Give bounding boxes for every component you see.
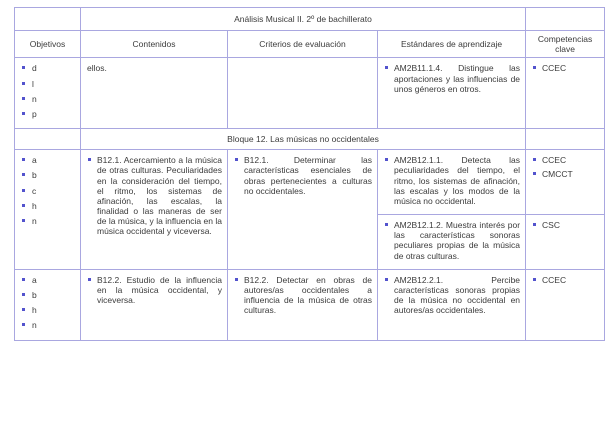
header-estandares: Estándares de aprendizaje <box>378 31 526 58</box>
cell-estandares-am2b12-1-1 <box>378 150 526 215</box>
header-contenidos: Contenidos <box>81 31 228 58</box>
bloque-row <box>15 129 605 150</box>
list-item: n <box>21 216 75 226</box>
list-item: CCEC <box>532 275 599 285</box>
list-item: AM2B12.1.1. Detecta las peculiaridades del tiempo, el ritmo, los sistemas de afinación, las escalas y los modos de la música no occidental. <box>384 155 520 206</box>
block-b121-row-1 <box>15 150 605 215</box>
cell-estandares-am2b12-1-2 <box>378 215 526 270</box>
list-item: b <box>21 170 75 180</box>
header-competencias: Competencias clave <box>526 31 605 58</box>
list-item: a <box>21 155 75 165</box>
cell-estandares-am2b11-1-4 <box>378 58 526 129</box>
block-b122-row <box>15 269 605 340</box>
list-item: AM2B12.1.2. Muestra interés por las características sonoras peculiares propias de la música de otras culturas. <box>384 220 520 261</box>
list-item: c <box>21 186 75 196</box>
list-item: CCEC <box>532 155 599 165</box>
list-item: AM2B11.1.4. Distingue las aportaciones y las influencias de unos géneros en otros. <box>384 63 520 94</box>
header-criterios: Criterios de evaluación <box>228 31 378 58</box>
list-item: l <box>21 79 75 89</box>
cell-contenidos-b121 <box>81 150 228 270</box>
cell-objetivos-b122 <box>15 269 81 340</box>
cell-competencias-am2b12-1-1 <box>526 150 605 215</box>
cell-estandares-am2b12-2-1 <box>378 269 526 340</box>
cell-criterios-b121 <box>228 150 378 270</box>
list-item: p <box>21 109 75 119</box>
cell-objetivos-b121 <box>15 150 81 270</box>
criterios-b121-text: B12.1. Determinar las características esenciales de obras pertenecientes a culturas no occidentales. <box>234 155 372 196</box>
list-item: d <box>21 63 75 73</box>
list-item: h <box>21 201 75 211</box>
bloque-row-empty-right <box>526 129 605 150</box>
cell-competencias-am2b12-1-2 <box>526 215 605 270</box>
cell-competencias-am2b12-2-1 <box>526 269 605 340</box>
criterios-b122-text: B12.2. Detectar en obras de autores/as occidentales a influencia de la música de otras culturas. <box>234 275 372 316</box>
list-item: n <box>21 94 75 104</box>
cell-competencias-am2b11-1-4 <box>526 58 605 129</box>
header-objetivos: Objetivos <box>15 31 81 58</box>
list-item: CMCCT <box>532 169 599 179</box>
bloque-title: Bloque 12. Las músicas no occidentales <box>81 129 526 150</box>
list-item: a <box>21 275 75 285</box>
contenidos-b121-text: B12.1. Acercamiento a la música de otras culturas. Peculiaridades en la consideración del tiempo, el ritmo, los sistemas de afinación, las escalas, la finalidad o las maneras de ser de la música, y la influencia en la música occidental y viceversa. <box>87 155 222 237</box>
list-item: AM2B12.2.1. Percibe características sonoras propias de la música no occidental en autores/as occidentales. <box>384 275 520 316</box>
cell-criterios-b122 <box>228 269 378 340</box>
table-title: Análisis Musical II. 2º de bachillerato <box>81 8 526 31</box>
bloque-row-empty-left <box>15 129 81 150</box>
title-row-empty-left <box>15 8 81 31</box>
cell-objetivos-continuation <box>15 58 81 129</box>
cell-criterios-continuation <box>228 58 378 129</box>
title-row <box>15 8 605 31</box>
list-item: CCEC <box>532 63 599 73</box>
contenidos-b122-text: B12.2. Estudio de la influencia en la música occidental, y viceversa. <box>87 275 222 306</box>
curriculum-table <box>14 7 605 341</box>
continuation-row <box>15 58 605 129</box>
list-item: h <box>21 305 75 315</box>
list-item: n <box>21 320 75 330</box>
cell-contenidos-continuation <box>81 58 228 129</box>
title-row-empty-right <box>526 8 605 31</box>
list-item: b <box>21 290 75 300</box>
contenidos-continuation-text: ellos. <box>87 63 107 74</box>
header-row <box>15 31 605 58</box>
cell-contenidos-b122 <box>81 269 228 340</box>
list-item: CSC <box>532 220 599 230</box>
